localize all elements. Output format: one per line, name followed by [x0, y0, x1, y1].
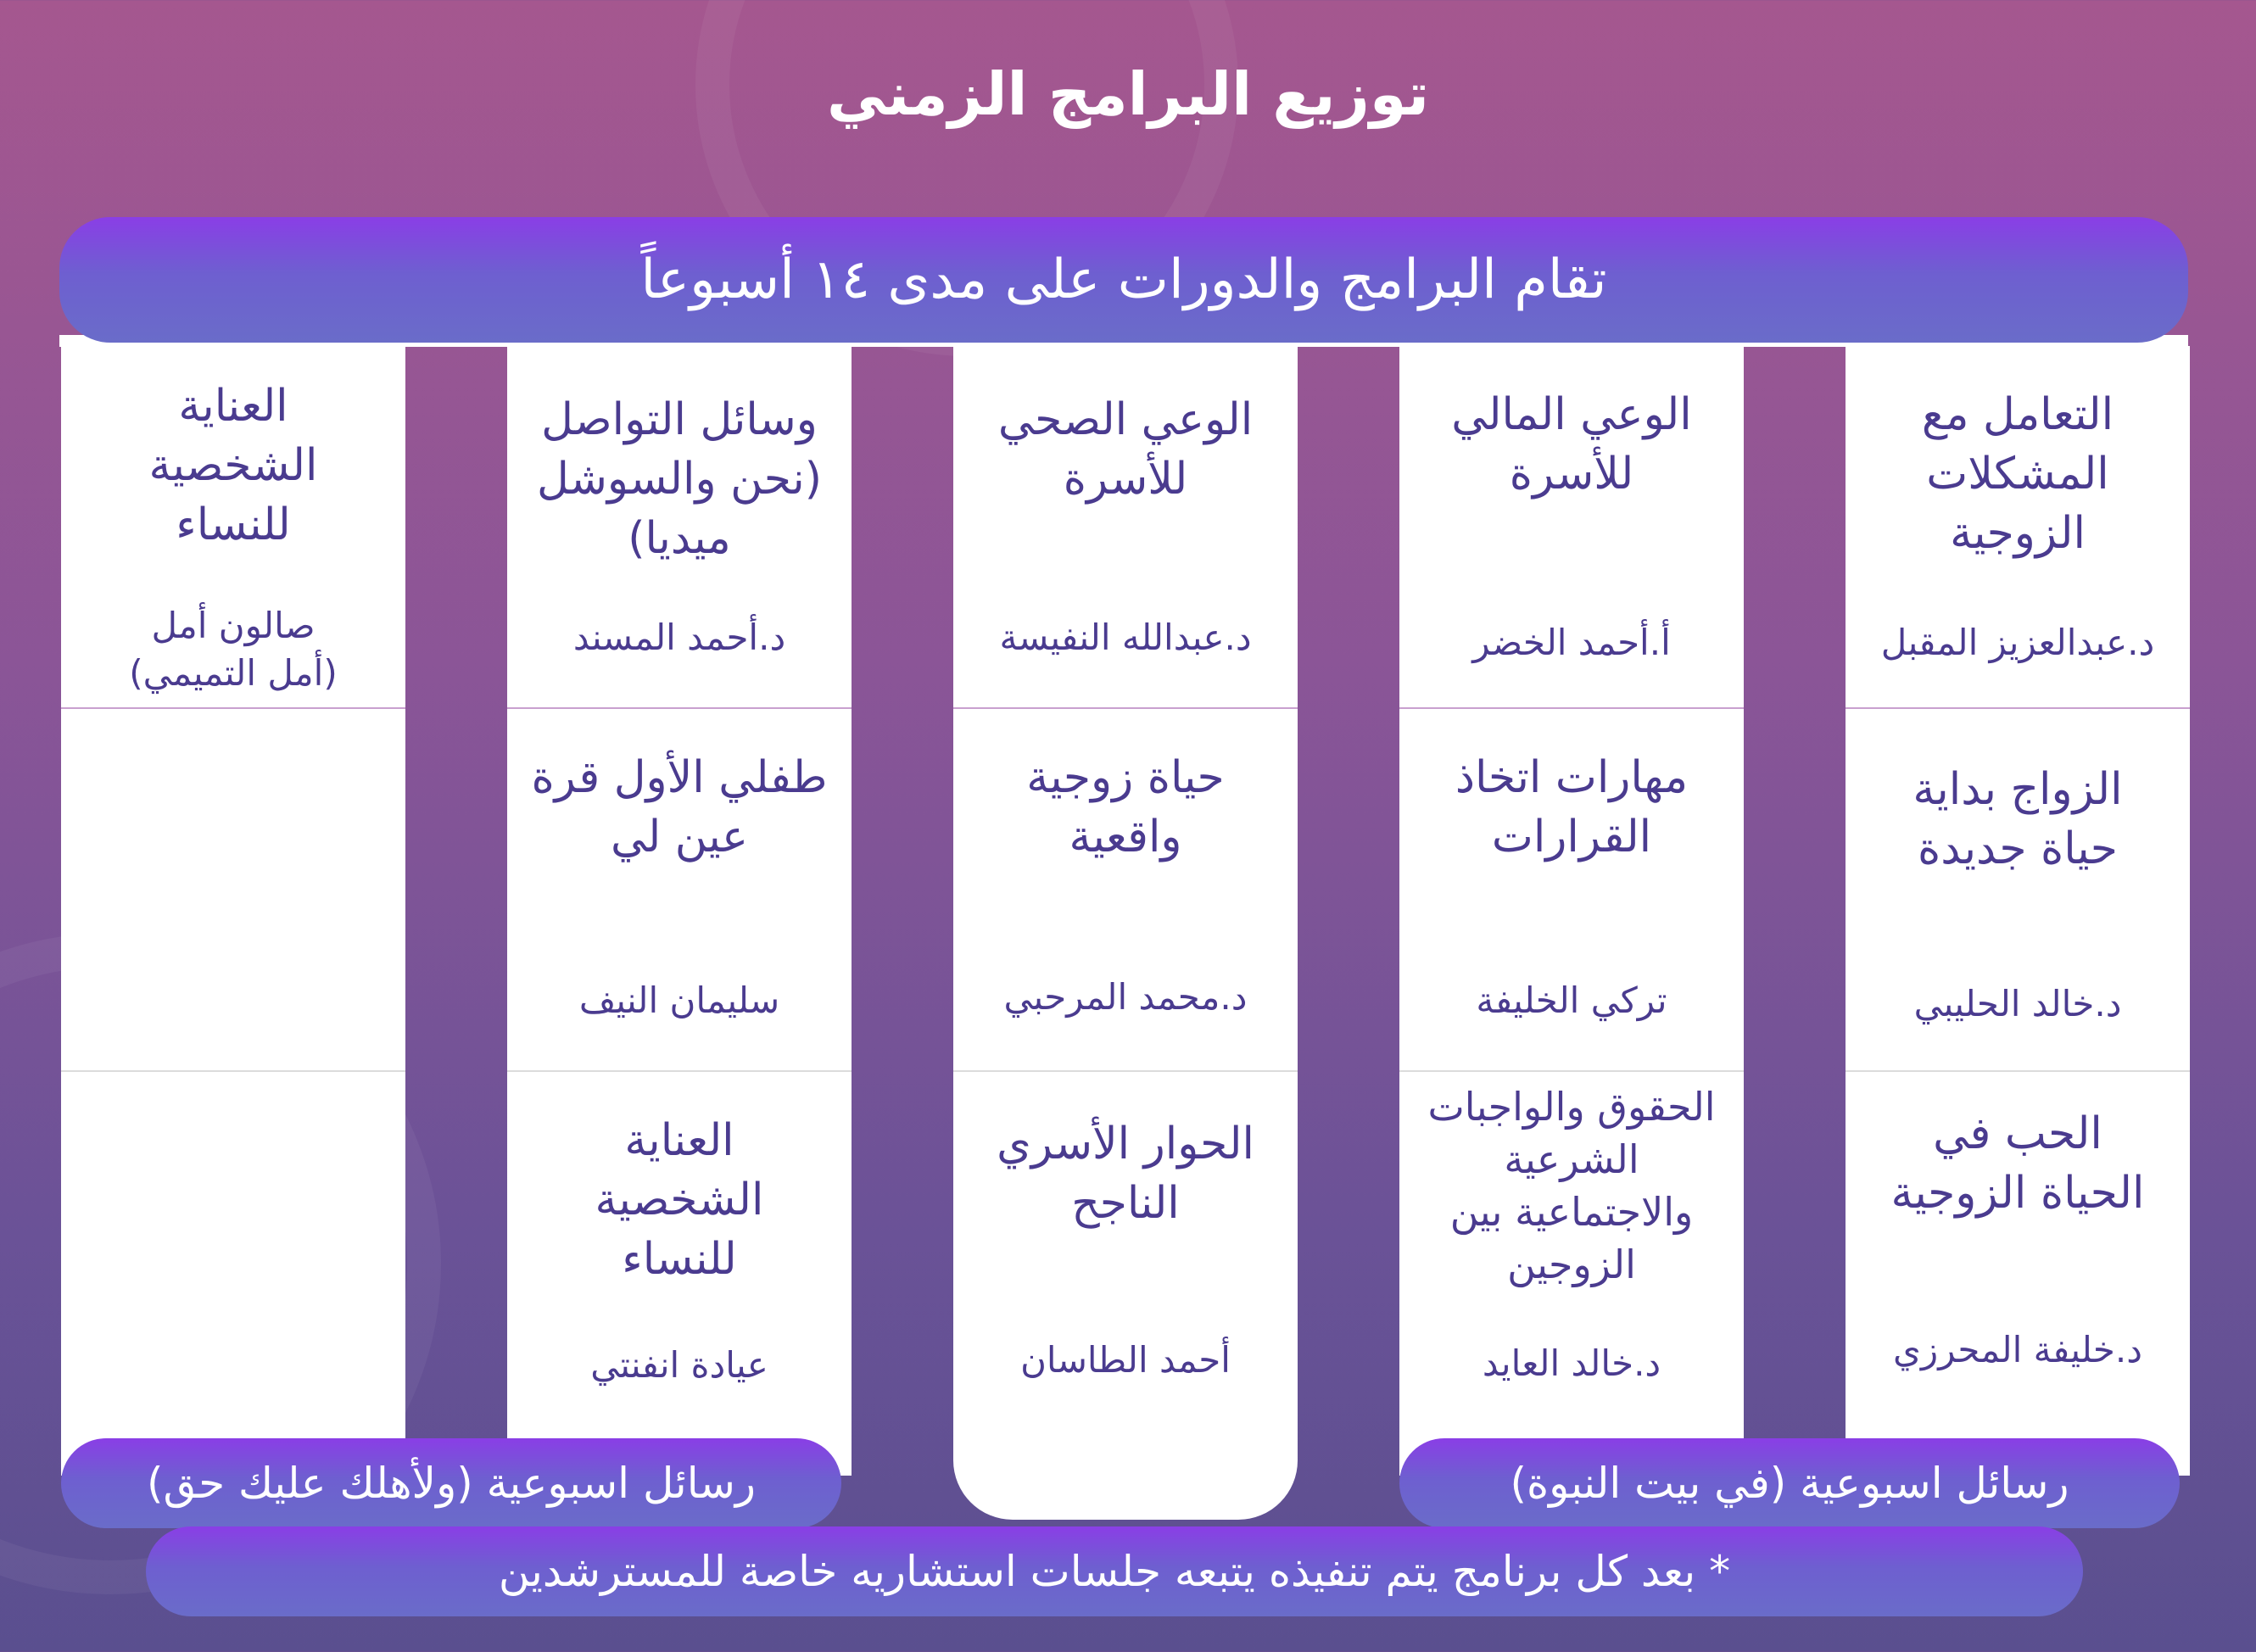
weekly-messages-right: رسائل اسبوعية (في بيت النبوة)	[1399, 1438, 2180, 1528]
duration-banner: تقام البرامج والدورات على مدى ١٤ أسبوعاً	[59, 217, 2188, 343]
presenter-name: د.عبدالله النفيسة	[999, 617, 1252, 658]
program-title: حياة زوجية واقعية	[1026, 752, 1225, 862]
schedule-cell	[1846, 1072, 2190, 1435]
schedule-column-5	[61, 346, 405, 1476]
presenter-name: سليمان النيف	[578, 979, 780, 1021]
program-title: الحوار الأسري الناجح	[997, 1119, 1254, 1229]
schedule-cell	[507, 346, 852, 709]
weekly-messages-left: رسائل اسبوعية (ولأهلك عليك حق)	[61, 1438, 841, 1528]
schedule-cell-empty	[61, 709, 405, 1072]
program-title: الحب في الحياة الزوجية	[1890, 1108, 2145, 1219]
presenter-name: د.خالد العايد	[1482, 1342, 1661, 1384]
schedule-cell	[953, 709, 1298, 1072]
schedule-cell-empty	[61, 1072, 405, 1435]
presenter-name: عيادة انفنتي	[590, 1344, 768, 1386]
schedule-column-3	[953, 346, 1298, 1520]
schedule-cell	[61, 346, 405, 709]
schedule-cell	[507, 709, 852, 1072]
program-title: العناية الشخصية للنساء	[148, 381, 318, 550]
schedule-cell	[1846, 709, 2190, 1072]
presenter-name: أ.أحمد الخضر	[1472, 622, 1671, 663]
schedule-cell	[1846, 346, 2190, 709]
schedule-cell	[953, 1072, 1298, 1435]
program-title: العناية الشخصية للنساء	[595, 1115, 764, 1285]
footnote-banner: * بعد كل برنامج يتم تنفيذه يتبعه جلسات استشاريه خاصة للمسترشدين	[146, 1526, 2083, 1616]
schedule-cell	[1399, 346, 1744, 709]
schedule-cell	[1399, 1072, 1744, 1435]
program-title: وسائل التواصل (نحن والسوشل ميديا)	[536, 394, 823, 564]
presenter-name: د.محمد المرحبي	[1003, 976, 1248, 1018]
program-title: الوعي المالي للأسرة	[1451, 389, 1692, 500]
schedule-column-1	[1846, 346, 2190, 1476]
program-title: الحقوق والواجبات الشرعية والاجتماعية بين الزوجين	[1427, 1084, 1716, 1287]
program-title: طفلي الأول قرة عين لي	[531, 752, 828, 862]
page-title: توزيع البرامج الزمني	[826, 59, 1430, 129]
program-title: التعامل مع المشكلات الزوجية	[1921, 389, 2114, 559]
schedule-cell	[1399, 709, 1744, 1072]
schedule-column-2	[1399, 346, 1744, 1476]
schedule-cell	[507, 1072, 852, 1435]
program-title: مهارات اتخاذ القرارات	[1455, 752, 1689, 862]
presenter-name: د.خالد الحليبي	[1913, 983, 2122, 1024]
presenter-name: أحمد الطاسان	[1020, 1339, 1231, 1381]
program-title: الزواج بداية حياة جديدة	[1913, 764, 2123, 874]
schedule-cell	[953, 346, 1298, 709]
presenter-name: د.أحمد المسند	[572, 617, 786, 658]
schedule-column-4	[507, 346, 852, 1476]
presenter-name: تركي الخليفة	[1476, 979, 1667, 1021]
presenter-name: د.عبدالعزيز المقبل	[1880, 622, 2155, 663]
presenter-name: د.خليفة المحرزي	[1893, 1329, 2142, 1370]
program-title: الوعي الصحي للأسرة	[997, 394, 1254, 505]
presenter-name: صالون أمل (أمل التميمي)	[129, 605, 338, 694]
